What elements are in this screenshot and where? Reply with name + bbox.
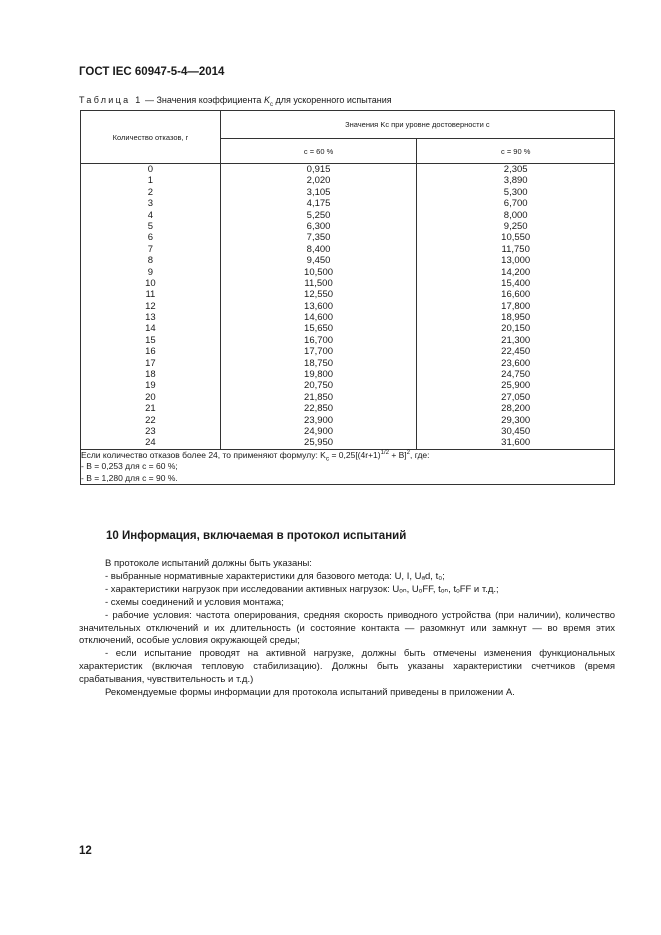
table-cell-c90: 2,305 (503, 164, 528, 175)
table-cell-c90: 30,450 (501, 425, 531, 437)
table-cell-r: 22 (145, 414, 156, 426)
paragraph-conclusion: Рекомендуемые формы информации для протокола испытаний приведены в приложении А. (105, 687, 515, 699)
table-cell-r: 3 (147, 198, 154, 210)
col-header-c60: c = 60 % (220, 139, 417, 164)
table-cell-c90: 9,250 (503, 220, 528, 232)
table-cell-c60: 3,105 (306, 186, 331, 198)
table-cell-c60: 11,500 (304, 277, 333, 289)
paragraph-item-5: - если испытание проводят на активной нагрузке, должны быть отмечены изменения функциональных характеристик (включая тепловую стабилизацию). Должны быть указаны характеристики счетчиков (время срабатывания, чувствительность и т.д.) (79, 648, 615, 686)
table-cell-c60: 14,600 (304, 312, 334, 324)
table-cell-c90: 18,950 (501, 312, 531, 324)
table-cell-r: 12 (145, 300, 156, 312)
table-cell-c60: 16,700 (304, 334, 334, 346)
note-formula: Если количество отказов более 24, то применяют формулу: $K_c = 0,25[(4r+1)^{1/2} + B]^2$, где: (81, 449, 430, 463)
kc-values-table (80, 110, 615, 485)
table-cell-r: 17 (145, 357, 156, 369)
table-cell-c60: 5,250 (306, 209, 331, 221)
table-cell-r: 19 (145, 380, 156, 392)
table-cell-c60: 19,800 (304, 369, 334, 381)
table-cell-c90: 25,900 (501, 380, 531, 392)
table-cell-c90: 23,600 (501, 357, 531, 369)
table-cell-r: 8 (147, 255, 154, 267)
table-cell-r: 7 (147, 243, 154, 255)
table-cell-c60: 13,600 (304, 300, 334, 312)
failures-column (81, 164, 221, 450)
table-cell-c90: 28,200 (501, 403, 531, 415)
table-cell-c60: 2,020 (306, 175, 331, 187)
c60-column (220, 164, 417, 450)
table-cell-c90: 14,200 (501, 266, 531, 278)
paragraph-item-3: - схемы соединений и условия монтажа; (105, 596, 284, 608)
table-cell-c60: 18,750 (304, 357, 334, 369)
table-cell-c60: 10,500 (304, 266, 334, 278)
table-cell-c60: 12,550 (304, 289, 334, 301)
note-b-60: - B = 0,253 для c = 60 %; (81, 461, 178, 472)
table-cell-r: 4 (147, 209, 154, 221)
table-cell-c90: 10,550 (501, 232, 531, 244)
paragraph-item-4: - рабочие условия: частота оперирования, средняя скорость приводного устройства (при наличии), количество значительных отключений и их длительность (и состояние контакта — разомкнут или замкнут — во время этих отключений, особые условия окружающей среды; (79, 609, 615, 647)
table-cell-c60: 21,850 (304, 391, 334, 403)
table-cell-c60: 7,350 (306, 232, 331, 244)
table-cell-r: 20 (145, 391, 156, 403)
table-caption-k-sub: c (269, 101, 273, 108)
table-cell-c90: 5,300 (503, 186, 528, 198)
paragraph-item-1: - выбранные нормативные характеристики для базового метода: U, I, Uₐd, t₀; (105, 570, 445, 582)
table-cell-c60: 15,650 (304, 323, 334, 335)
section-body (79, 558, 615, 700)
table-cell-c90: 17,800 (501, 300, 531, 312)
table-cell-r: 6 (147, 232, 154, 244)
col-header-c90: c = 90 % (417, 139, 615, 164)
table-cell-c60: 23,900 (304, 414, 334, 426)
table-cell-r: 23 (145, 425, 156, 437)
table-cell-r: 18 (145, 369, 156, 381)
table-cell-c90: 8,000 (503, 209, 528, 221)
table-cell-r: 21 (145, 403, 156, 415)
table-cell-c90: 15,400 (501, 277, 531, 289)
table-cell-c90: 29,300 (501, 414, 531, 426)
note-b-90: - B = 1,280 для c = 90 %. (81, 472, 178, 483)
table-cell-c90: 16,600 (501, 289, 531, 301)
table-caption-text: — Значения коэффициента (142, 95, 264, 105)
table-cell-c90: 3,890 (503, 175, 528, 187)
table-cell-r: 24 (145, 437, 156, 449)
table-cell-c60: 24,900 (304, 425, 334, 437)
table-cell-c90: 6,700 (503, 198, 528, 210)
table-cell-r: 14 (145, 323, 156, 335)
table-cell-c60: 6,300 (306, 220, 331, 232)
table-caption (79, 95, 392, 108)
col-group-header: Значения Kс при уровне достоверности c (220, 111, 614, 139)
table-cell-c60: 17,700 (304, 346, 334, 358)
table-cell-c60: 20,750 (304, 380, 334, 392)
table-cell-c90: 31,600 (501, 437, 531, 449)
table-cell-c60: 8,400 (306, 243, 331, 255)
table-note (81, 449, 615, 485)
table-cell-r: 5 (147, 220, 154, 232)
section-title: 10 Информация, включаемая в протокол испытаний (106, 530, 407, 542)
table-caption-label: Таблица 1 (79, 95, 143, 105)
table-cell-c60: 4,175 (306, 198, 331, 210)
table-cell-r: 11 (145, 289, 156, 301)
table-cell-r: 0 (147, 164, 154, 175)
table-cell-c90: 11,750 (501, 243, 530, 255)
table-cell-c90: 24,750 (501, 369, 531, 381)
col-header-failures: Количество отказов, r (81, 111, 221, 164)
page-number: 12 (79, 845, 92, 857)
paragraph-intro: В протоколе испытаний должны быть указаны: (105, 558, 312, 569)
table-cell-c60: 25,950 (304, 437, 334, 449)
table-cell-c90: 21,300 (501, 334, 531, 346)
table-cell-c60: 22,850 (304, 403, 334, 415)
table-cell-c60: 0,915 (306, 164, 331, 175)
table-caption-k: K (263, 95, 270, 105)
table-cell-r: 1 (147, 175, 154, 187)
table-cell-r: 13 (145, 312, 156, 324)
table-cell-c90: 13,000 (501, 255, 531, 267)
document-header: ГОСТ IEC 60947-5-4—2014 (79, 66, 225, 78)
paragraph-item-2: - характеристики нагрузок при исследовании активных нагрузок: Uₒₙ, UₒFF, tₒₙ, tₒFF и т.д.; (105, 583, 499, 595)
table-cell-c90: 22,450 (501, 346, 531, 358)
table-cell-c90: 20,150 (501, 323, 531, 335)
table-cell-r: 16 (145, 346, 156, 358)
table-cell-c60: 9,450 (306, 255, 331, 267)
c90-column (417, 164, 615, 450)
table-cell-r: 2 (147, 186, 154, 198)
table-cell-r: 15 (145, 334, 156, 346)
table-cell-c90: 27,050 (501, 391, 531, 403)
table-cell-r: 9 (147, 266, 154, 278)
table-caption-text-end: для ускоренного испытания (272, 95, 392, 105)
table-cell-r: 10 (145, 277, 156, 289)
